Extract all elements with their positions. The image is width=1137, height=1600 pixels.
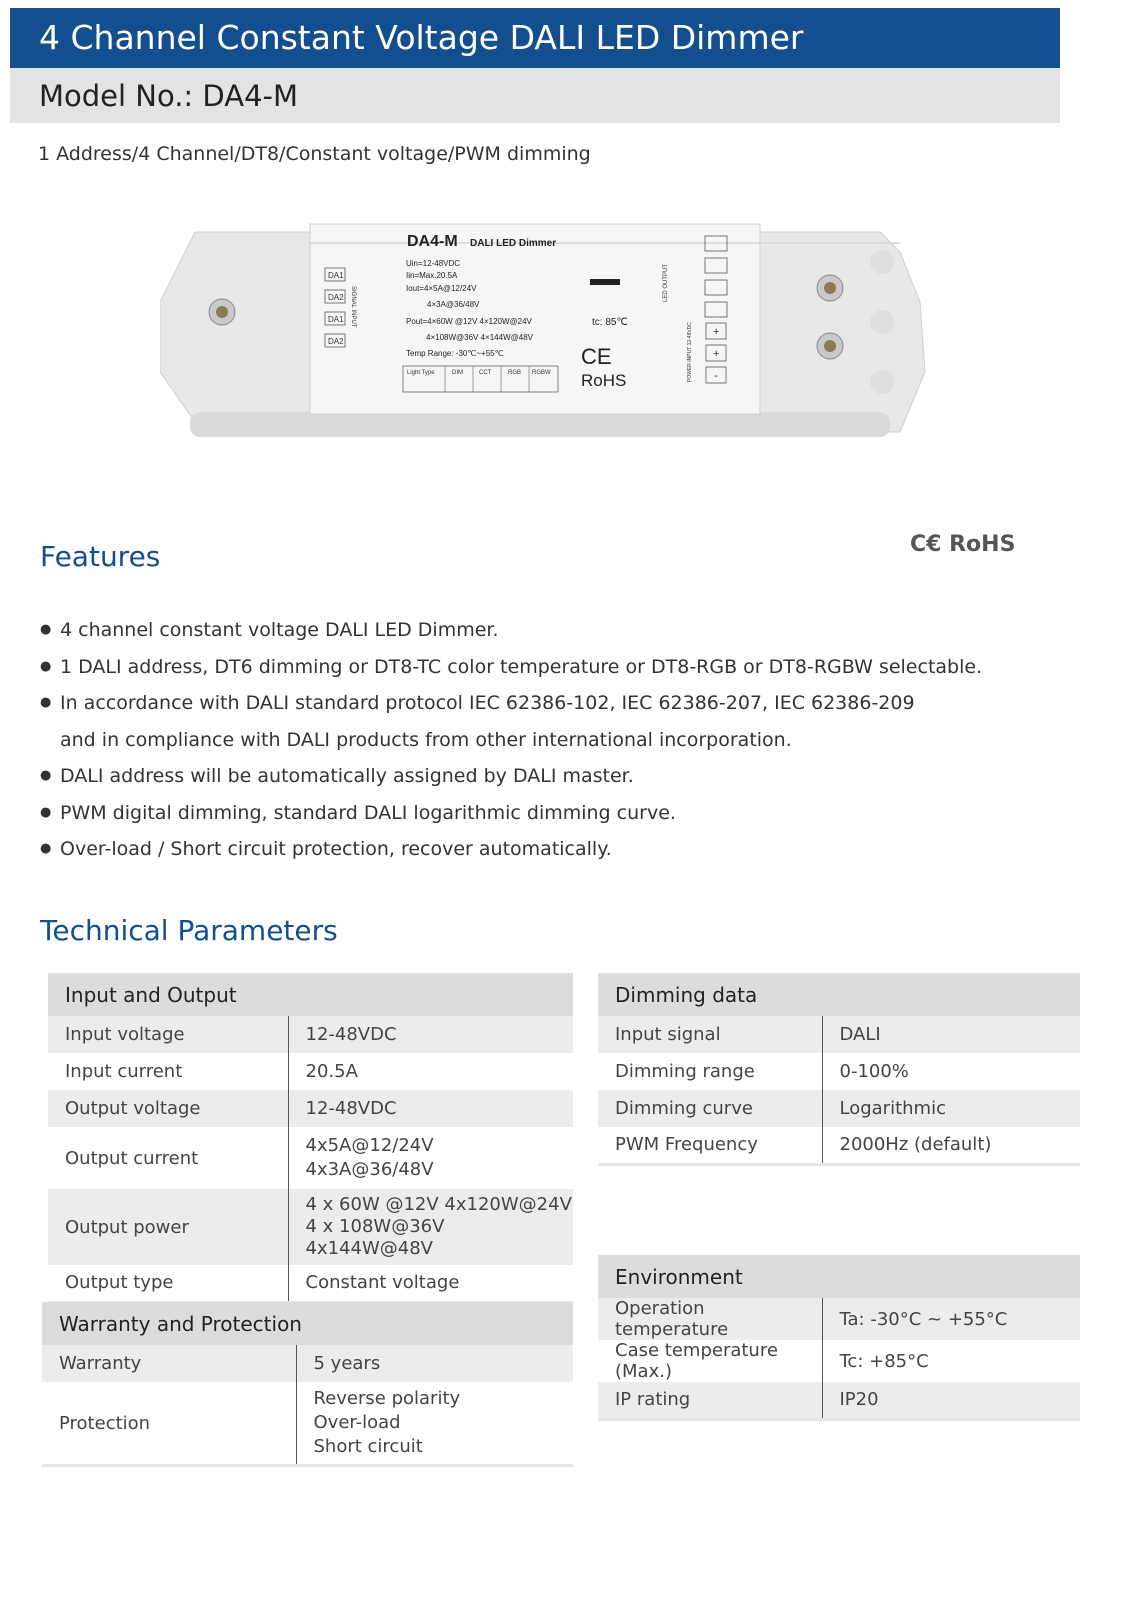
param-name: Input voltage [48, 1016, 288, 1053]
environment-table [598, 1255, 1080, 1421]
param-name: IP rating [598, 1382, 822, 1419]
param-value: 12-48VDC [288, 1090, 573, 1127]
param-value: DALI [822, 1016, 1080, 1053]
param-name: Operation temperature [598, 1298, 822, 1340]
features-list [40, 612, 1020, 868]
param-name: Output voltage [48, 1090, 288, 1127]
table-title: Input and Output [48, 973, 573, 1016]
feature-item: ● 1 DALI address, DT6 dimming or DT8-TC color temperature or DT8-RGB or DT8-RGBW selectable. [40, 649, 1020, 686]
certification-marks: C€ RoHS [910, 532, 1016, 557]
feature-item: ● In accordance with DALI standard protocol IEC 62386-102, IEC 62386-207, IEC 62386-209 [40, 685, 1020, 722]
label-iout2: 4×3A@36/48V [427, 300, 480, 309]
label-tc: tc: 85℃ [592, 317, 628, 328]
features-heading: Features [40, 540, 161, 573]
tech-heading: Technical Parameters [40, 914, 338, 947]
param-name: Protection [42, 1382, 296, 1466]
param-value: 4x5A@12/24V 4x3A@36/48V [305, 1135, 434, 1180]
light-type-label: Light Type [407, 370, 435, 376]
label-ce: CE [581, 344, 612, 369]
param-value: Logarithmic [822, 1090, 1080, 1127]
signal-label-3: DA1 [328, 315, 344, 324]
param-name: Output power [48, 1189, 288, 1265]
terminal-minus: - [714, 370, 718, 382]
param-name: Dimming range [598, 1053, 822, 1090]
param-value: Tc: +85°C [839, 1350, 929, 1372]
dimming-table [598, 973, 1080, 1166]
mode-cct: CCT [479, 370, 492, 376]
param-value: Constant voltage [288, 1265, 573, 1302]
param-value: 0-100% [839, 1061, 909, 1082]
param-value: 4 x 60W @12V 4x120W@24V 4 x 108W@36V 4x144W@48V [288, 1189, 573, 1265]
param-value: Reverse polarity Over-load Short circuit [296, 1382, 573, 1466]
param-name: Warranty [42, 1345, 296, 1382]
param-value: 12-48VDC [288, 1016, 573, 1053]
page-title: 4 Channel Constant Voltage DALI LED Dimmer [10, 8, 1060, 68]
product-subtitle: 1 Address/4 Channel/DT8/Constant voltage/PWM dimming [38, 143, 591, 165]
mode-rgbw: RGBW [532, 370, 551, 376]
param-name: Case temperature (Max.) [598, 1340, 822, 1382]
param-value: Ta: -30°C ~ +55°C [822, 1298, 1080, 1340]
param-name: PWM Frequency [598, 1127, 822, 1164]
param-name: Input signal [598, 1016, 822, 1053]
param-value: 5 years [296, 1345, 573, 1382]
signal-input-label: SIGNAL INPUT [350, 286, 356, 328]
param-name: Dimming curve [598, 1090, 822, 1127]
param-name: Output type [48, 1265, 288, 1302]
mode-rgb: RGB [508, 370, 522, 376]
input-output-table [48, 973, 573, 1304]
feature-item: ● PWM digital dimming, standard DALI logarithmic dimming curve. [40, 795, 1020, 832]
label-uin: Uin=12-48VDC [406, 259, 461, 268]
warranty-table [42, 1302, 573, 1467]
param-value: 2000Hz (default) [822, 1127, 1080, 1164]
mode-dim: DIM [452, 370, 463, 376]
param-value: IP20 [822, 1382, 1080, 1419]
product-image [160, 222, 950, 462]
signal-label-4: DA2 [328, 337, 344, 346]
feature-continuation: and in compliance with DALI products from other international incorporation. [60, 728, 792, 751]
feature-item: ● 4 channel constant voltage DALI LED Dimmer. [40, 612, 1020, 649]
param-name: Input current [48, 1053, 288, 1090]
label-pout2: 4×108W@36V 4×144W@48V [426, 333, 533, 342]
label-pout: Pout=4×60W @12V 4×120W@24V [406, 317, 532, 326]
led-output-label: LED OUTPUT [663, 264, 669, 303]
table-title: Warranty and Protection [42, 1302, 573, 1345]
signal-label-1: DA1 [328, 271, 344, 280]
terminal-plus-1: + [713, 326, 720, 338]
label-model: DA4-M [407, 233, 458, 250]
feature-item: ● DALI address will be automatically assigned by DALI master. [40, 758, 1020, 795]
table-title: Environment [598, 1255, 1080, 1298]
signal-label-2: DA2 [328, 293, 344, 302]
label-type: DALI LED Dimmer [470, 238, 557, 249]
label-rohs: RoHS [581, 371, 627, 390]
label-temp: Temp Range: -30℃~+55℃ [406, 349, 504, 358]
param-value: 20.5A [305, 1061, 358, 1082]
power-input-label: POWER INPUT 12-48VDC [687, 322, 693, 382]
param-name: Output current [48, 1127, 288, 1189]
terminal-plus-2: + [713, 348, 720, 360]
table-title: Dimming data [598, 973, 1080, 1016]
model-number: Model No.: DA4-M [10, 68, 1060, 123]
label-iout: Iout=4×5A@12/24V [406, 284, 477, 293]
label-iin: Iin=Max.20.5A [406, 271, 458, 280]
feature-item: ● Over-load / Short circuit protection, recover automatically. [40, 831, 1020, 868]
